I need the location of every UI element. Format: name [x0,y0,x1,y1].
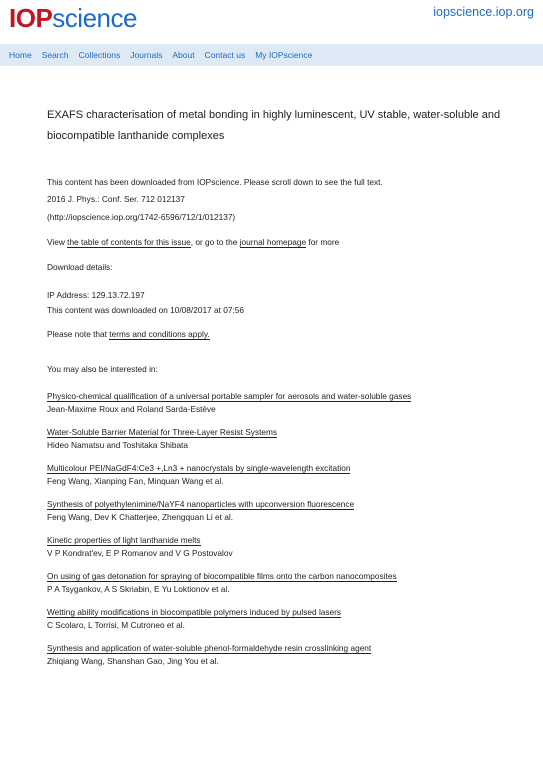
related-authors: Hideo Namatsu and Toshitaka Shibata [47,440,188,450]
related-title-link[interactable]: Wetting ability modifications in biocompatible polymers induced by pulsed lasers [47,607,342,617]
related-authors: Zhiqiang Wang, Shanshan Gao, Jing You et al. [47,656,219,666]
nav-journals[interactable]: Journals [130,50,163,60]
view-suffix: for more [306,237,340,247]
related-title-link[interactable]: Physico-chemical qualification of a universal portable sampler for aerosols and water-soluble gases [47,391,412,401]
toc-link[interactable]: the table of contents for this issue [67,237,191,247]
related-item [47,571,397,581]
related-title-link[interactable]: On using of gas detonation for spraying of biocompatible films onto the carbon nanocomposites [47,571,397,581]
related-authors: Feng Wang, Xianping Fan, Minquan Wang et al. [47,476,224,486]
nav-my-iopscience[interactable]: My IOPscience [255,50,313,60]
related-title-link[interactable]: Kinetic properties of light lanthanide melts [47,535,201,545]
article-url: (http://iopscience.iop.org/1742-6596/712/1/012137) [47,212,236,222]
logo-iop: IOP [9,3,53,33]
terms-prefix: Please note that [47,329,110,339]
view-prefix: View [47,237,68,247]
related-item [47,427,277,437]
nav-contact-us[interactable]: Contact us [204,50,246,60]
related-title-link[interactable]: Synthesis and application of water-soluble phenol-formaldehyde resin crosslinking agent [47,643,372,653]
terms-line [47,329,210,339]
download-details-label: Download details: [47,262,113,272]
related-authors: C Scolaro, L Torrisi, M Cutroneo et al. [47,620,185,630]
logo-science: science [52,3,137,33]
article-title: EXAFS characterisation of metal bonding in highly luminescent, UV stable, water-soluble and biocompatible lanthanide complexes [47,109,501,142]
view-line [47,237,339,247]
nav-search[interactable]: Search [41,50,69,60]
related-authors: P A Tsygankov, A S Skriabin, E Yu Loktionov et al. [47,584,230,594]
nav-about[interactable]: About [172,50,195,60]
nav-home[interactable]: Home [9,50,32,60]
related-title-link[interactable]: Synthesis of polyethylenimine/NaYF4 nanoparticles with upconversion fluorescence [47,499,355,509]
related-authors: Jean-Maxime Roux and Roland Sarda-Estève [47,404,216,414]
related-item [47,643,371,653]
nav-collections[interactable]: Collections [78,50,121,60]
site-url-link[interactable]: iopscience.iop.org [433,5,534,19]
related-title-link[interactable]: Water-Soluble Barrier Material for Three-Layer Resist Systems [47,427,278,437]
ip-address: IP Address: 129.13.72.197 [47,290,145,300]
downloaded-on: This content was downloaded on 10/08/2017 at 07:56 [47,305,244,315]
related-item [47,607,341,617]
related-item [47,535,201,545]
related-item [47,391,411,401]
related-item [47,463,350,473]
journal-homepage-link[interactable]: journal homepage [239,237,307,247]
terms-link[interactable]: terms and conditions apply. [109,329,210,339]
related-authors: Feng Wang, Dev K Chatterjee, Zhengquan Li et al. [47,512,234,522]
download-notice: This content has been downloaded from IOPscience. Please scroll down to see the full text. [47,177,383,187]
header [0,0,543,40]
related-item [47,499,354,509]
related-authors: V P Kondrat'ev, E P Romanov and V G Postovalov [47,548,233,558]
related-title-link[interactable]: Multicolour PEI/NaGdF4:Ce3 +,Ln3 + nanocrystals by single-wavelength excitation [47,463,351,473]
citation: 2016 J. Phys.: Conf. Ser. 712 012137 [47,194,185,204]
nav-bar [0,44,543,66]
iopscience-logo[interactable] [9,3,137,33]
view-middle: , or go to the [190,237,240,247]
also-interested-label: You may also be interested in: [47,364,158,374]
